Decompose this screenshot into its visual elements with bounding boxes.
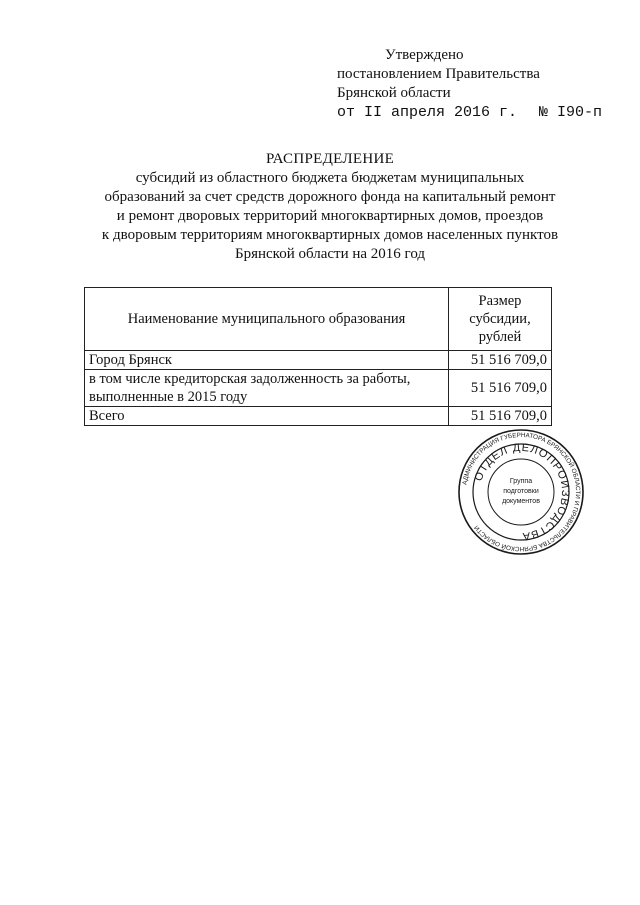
row-name [85, 370, 449, 407]
title-line: образований за счет средств дорожного фонда на капитальный ремонт [104, 189, 556, 205]
approval-block [337, 46, 602, 122]
row-amount-total: 51 516 709,0 [449, 407, 552, 426]
stamp-center-line: Группа [509, 478, 533, 485]
approval-heading: Утверждено [385, 47, 464, 63]
approval-number: № I90-п [539, 104, 603, 121]
header-amount-line: рублей [478, 329, 522, 345]
document-title [80, 150, 580, 264]
official-stamp [456, 427, 586, 557]
stamp-center-line: документов [502, 498, 540, 505]
row-name-line: выполненные в 2015 году [89, 389, 248, 405]
title-line: Брянской области на 2016 год [234, 246, 426, 262]
stamp-center-line: подготовки [503, 488, 539, 495]
title-line: к дворовым территориям многоквартирных домов населенных пунктов [101, 227, 559, 243]
header-amount-line: субсидии, [469, 311, 531, 327]
stamp-inner-text: ОТДЕЛ ДЕЛОПРОИЗВОДСТВА [472, 441, 572, 543]
title-line: субсидий из областного бюджета бюджетам муниципальных [135, 170, 525, 186]
row-amount: 51 516 709,0 [449, 351, 552, 370]
stamp-outer-text: АДМИНИСТРАЦИЯ ГУБЕРНАТОРА БРЯНСКОЙ ОБЛАСТИ И ПРАВИТЕЛЬСТВА БРЯНСКОЙ ОБЛАСТИ [461, 431, 582, 553]
approval-date: от II апреля 2016 г. [337, 104, 518, 121]
table-row-total [85, 407, 552, 426]
header-name: Наименование муниципального образования [85, 288, 449, 351]
title-heading: РАСПРЕДЕЛЕНИЕ [265, 151, 395, 167]
approval-line-1: постановлением Правительства [337, 66, 540, 82]
row-name: Город Брянск [85, 351, 449, 370]
row-amount: 51 516 709,0 [449, 370, 552, 407]
title-line: и ремонт дворовых территорий многоквартирных домов, проездов [116, 208, 544, 224]
approval-date-line [337, 103, 602, 122]
header-amount-line: Размер [478, 293, 522, 309]
table-row [85, 351, 552, 370]
table-row [85, 370, 552, 407]
table-header-row [85, 288, 552, 351]
row-name-total: Всего [85, 407, 449, 426]
allocation-table [84, 287, 552, 426]
approval-line-2: Брянской области [337, 85, 451, 101]
header-amount [449, 288, 552, 351]
row-name-line: в том числе кредиторская задолженность за работы, [89, 371, 411, 387]
